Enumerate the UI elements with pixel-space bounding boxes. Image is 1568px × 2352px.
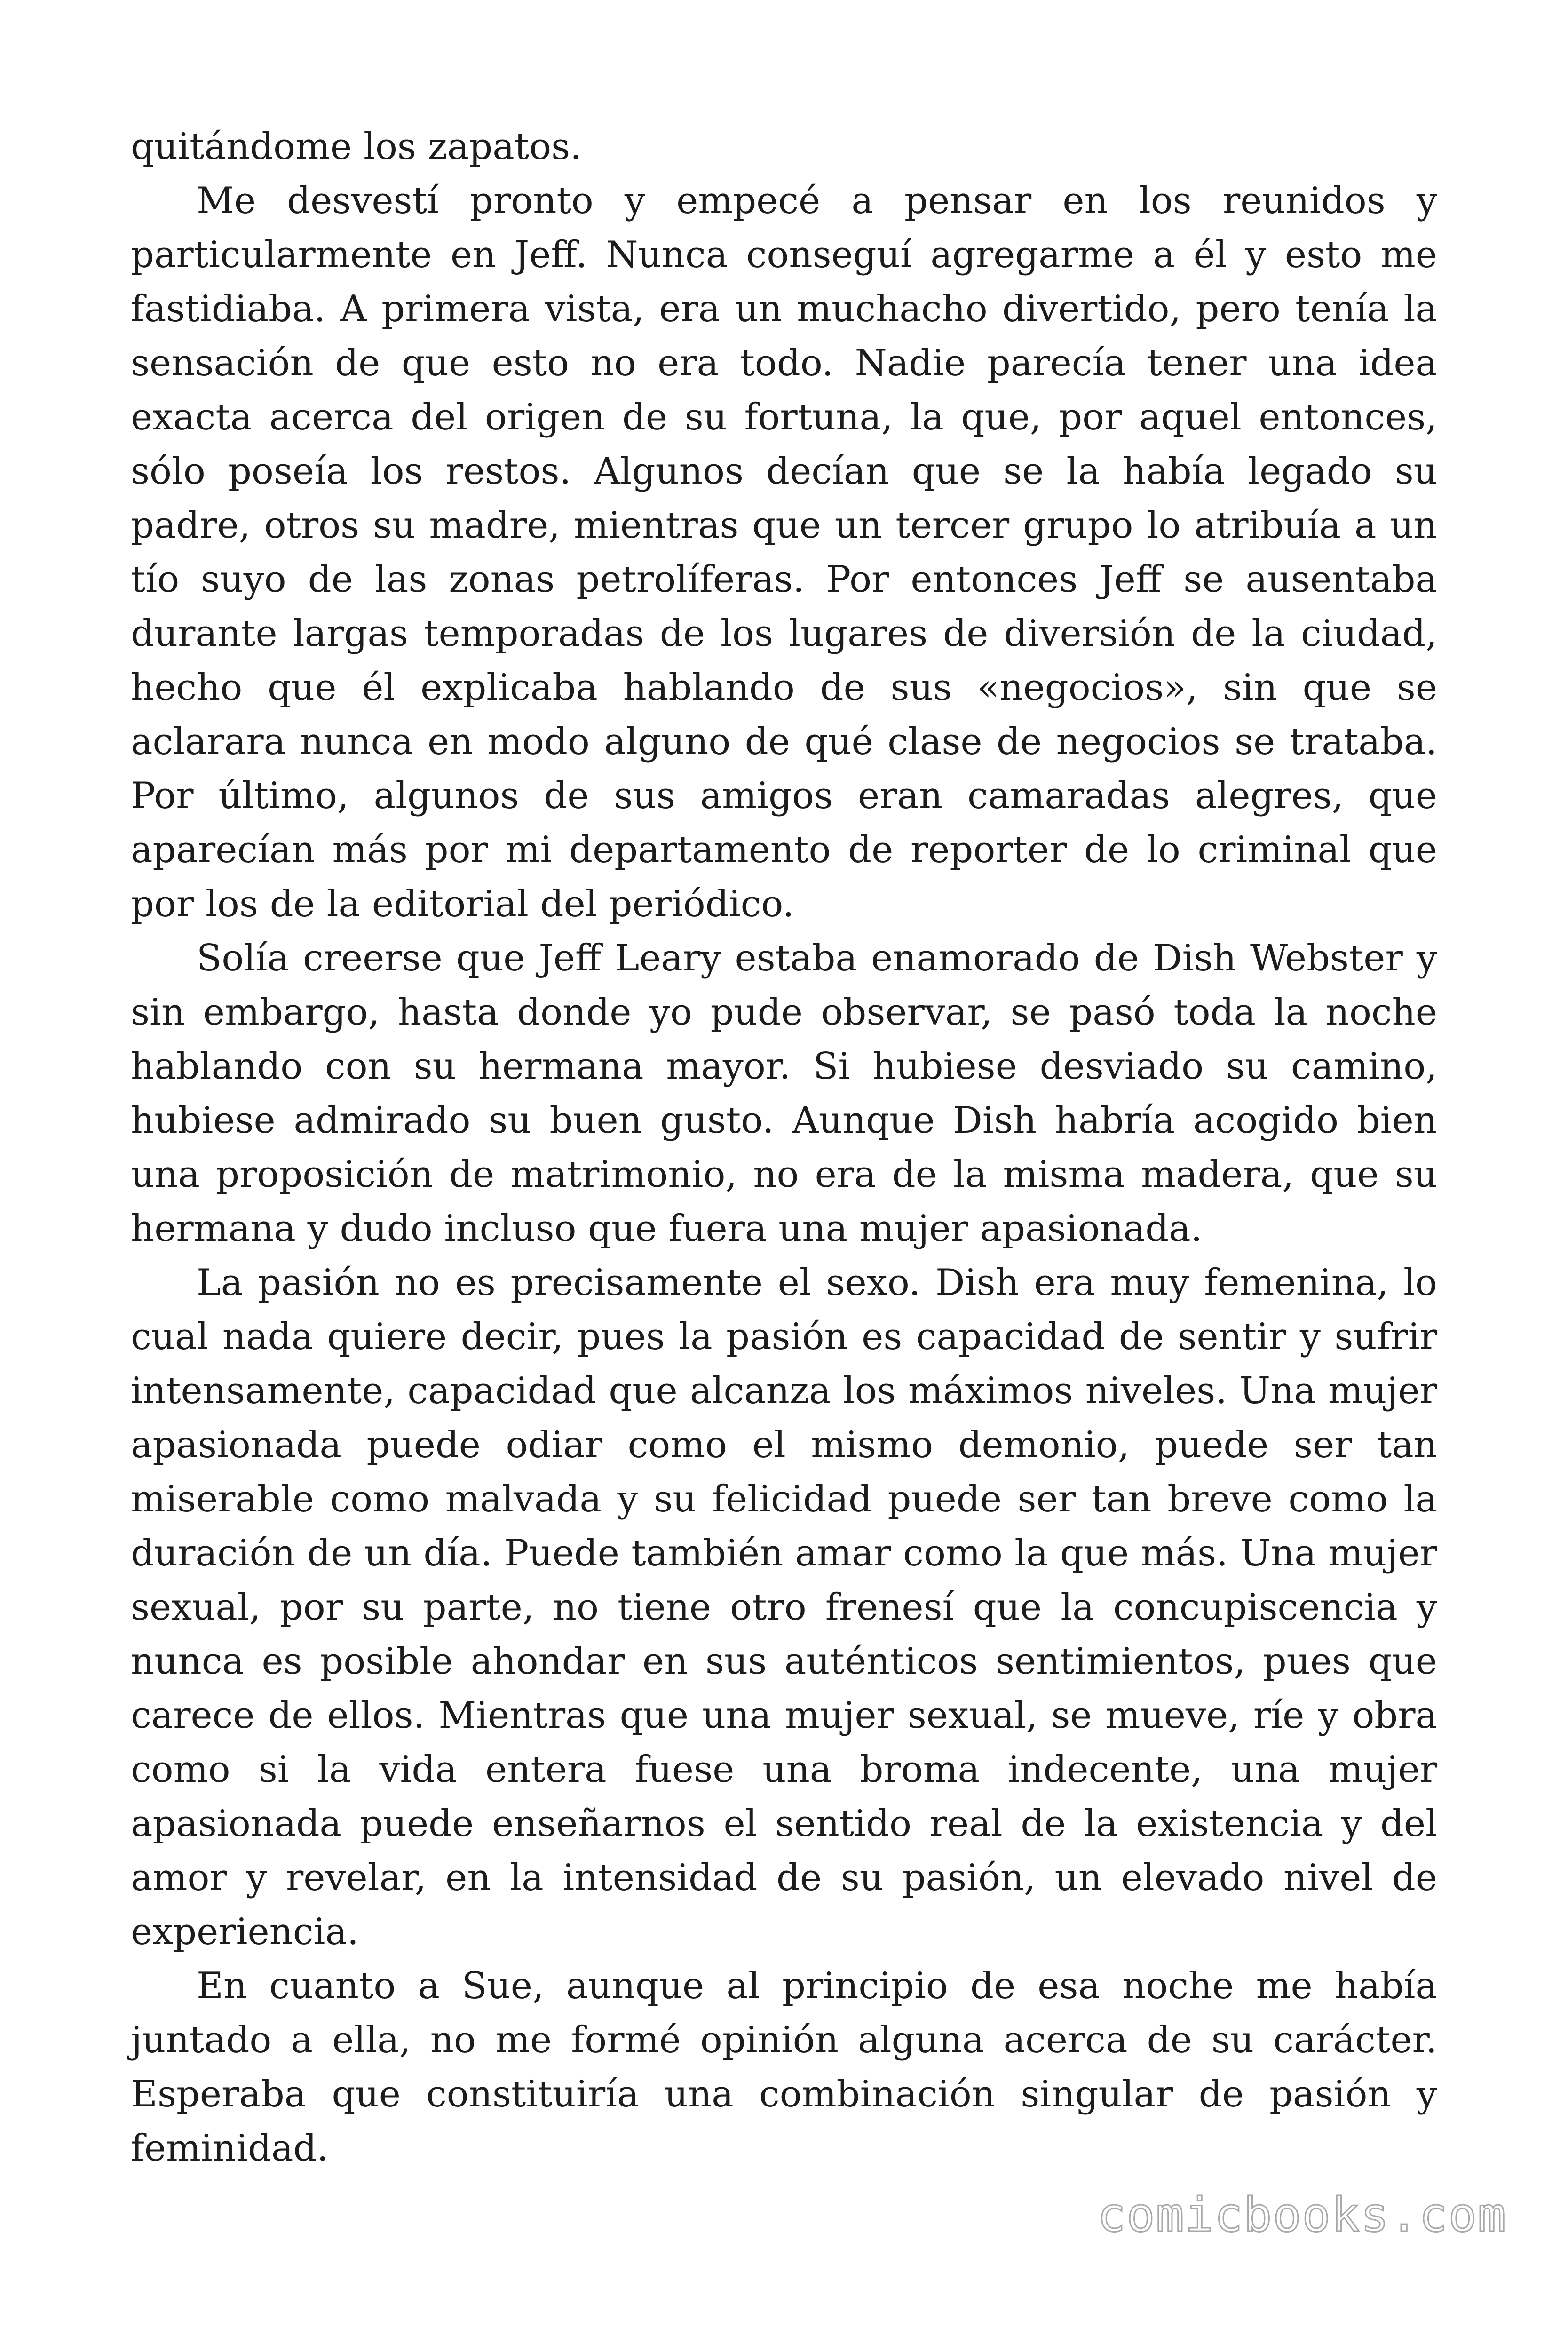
paragraph-dish: Solía creerse que Jeff Leary estaba enamorado de Dish Webster y sin embargo, hasta donde yo pude observar, se pasó toda la noche hablando con su hermana mayor. Si hubiese desviado su camino, hubiese admirado su buen gusto. Aunque Dish habría acogido bien una proposición de matrimonio, no era de la misma madera, que su hermana y dudo incluso que fuera una mujer apasionada. — [131, 937, 1437, 1250]
paragraph-continuation: quitándome los zapatos. — [131, 126, 582, 168]
page-body — [131, 120, 1437, 2176]
watermark-text: comicbooks.com — [1097, 2187, 1507, 2242]
paragraph-passion: La pasión no es precisamente el sexo. Dish era muy femenina, lo cual nada quiere decir, pues la pasión es capacidad de sentir y sufrir intensamente, capacidad que alcanza los máximos niveles. Una mujer apasionada puede odiar como el mismo demonio, puede ser tan miserable como malvada y su felicidad puede ser tan breve como la duración de un día. Puede también amar como la que más. Una mujer sexual, por su parte, no tiene otro frenesí que la concupiscencia y nunca es posible ahondar en sus auténticos sentimientos, pues que carece de ellos. Mientras que una mujer sexual, se mueve, ríe y obra como si la vida entera fuese una broma indecente, una mujer apasionada puede enseñarnos el sentido real de la existencia y del amor y revelar, en la intensidad de su pasión, un elevado nivel de experiencia. — [131, 1262, 1437, 1953]
paragraph-sue: En cuanto a Sue, aunque al principio de esa noche me había juntado a ella, no me formé opinión alguna acerca de su carácter. Esperaba que constituiría una combinación singular de pasión y feminidad. — [131, 1965, 1437, 2169]
paragraph-jeff: Me desvestí pronto y empecé a pensar en los reunidos y particularmente en Jeff. Nunca conseguí agregarme a él y esto me fastidiaba. A primera vista, era un muchacho divertido, pero tenía la sensación de que esto no era todo. Nadie parecía tener una idea exacta acerca del origen de su fortuna, la que, por aquel entonces, sólo poseía los restos. Algunos decían que se la había legado su padre, otros su madre, mientras que un tercer grupo lo atribuía a un tío suyo de las zonas petrolíferas. Por entonces Jeff se ausentaba durante largas temporadas de los lugares de diversión de la ciudad, hecho que él explicaba hablando de sus «negocios», sin que se aclarara nunca en modo alguno de qué clase de negocios se trataba. Por último, algunos de sus amigos eran camaradas alegres, que aparecían más por mi departamento de reporter de lo criminal que por los de la editorial del periódico. — [131, 180, 1437, 925]
